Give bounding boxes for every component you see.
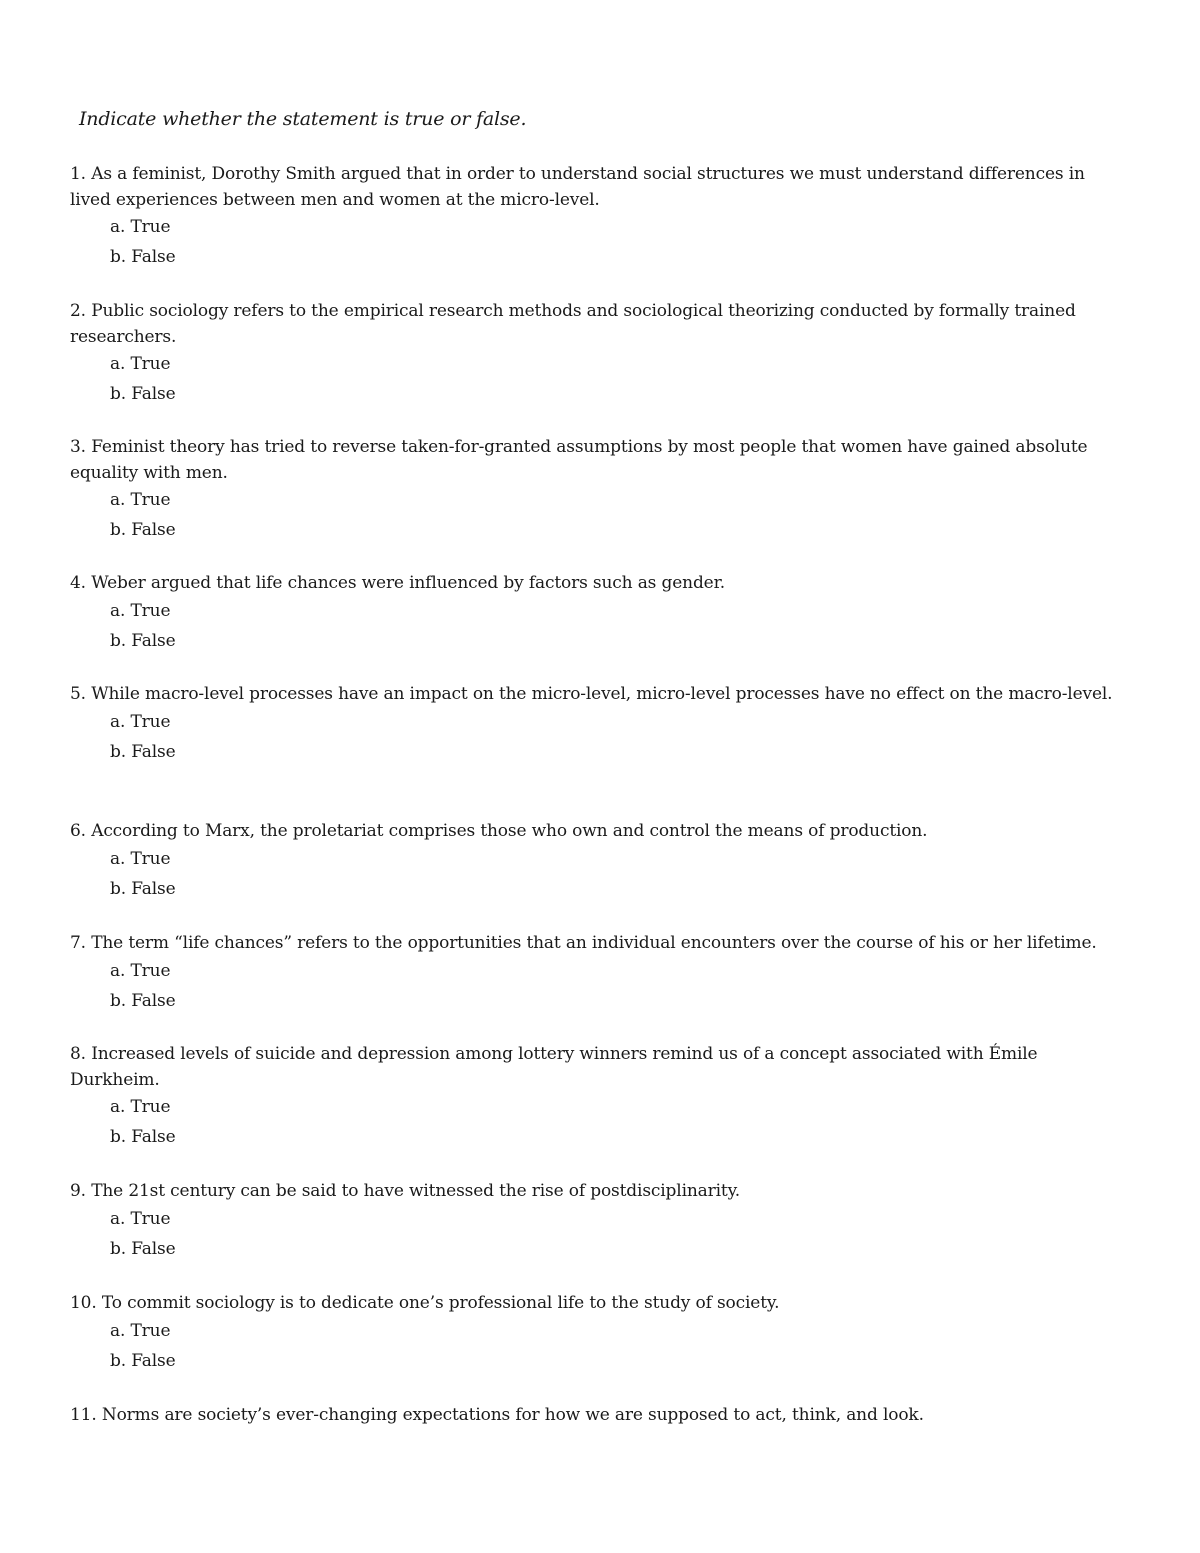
option-false: b. False [110, 384, 176, 404]
question-stem [70, 682, 1120, 708]
option-true: a. True [110, 711, 171, 732]
question-stem [70, 819, 1120, 845]
question-text: According to Marx, the proletariat comprises those who own and control the means of production. [91, 821, 928, 841]
option-false: b. False [110, 1350, 176, 1371]
option-true: a. True [110, 1208, 171, 1229]
question-stem [70, 1179, 1120, 1205]
question-2 [70, 299, 1120, 410]
option-false: b. False [110, 630, 176, 651]
option-false: b. False [110, 1238, 176, 1259]
question-8 [70, 1042, 1120, 1153]
question-number: 1. [70, 164, 86, 184]
question-stem [70, 162, 1120, 213]
question-text: Feminist theory has tried to reverse taken-for-granted assumptions by most people that women have gained absolute equality with men. [70, 437, 1088, 483]
question-10 [70, 1291, 1120, 1377]
option-true: a. True [110, 490, 171, 510]
question-text: The term “life chances” refers to the opportunities that an individual encounters over the course of his or her lifetime. [91, 933, 1097, 953]
question-number: 10. [70, 1293, 97, 1313]
question-stem [70, 299, 1120, 350]
question-number: 4. [70, 573, 86, 593]
question-number: 2. [70, 301, 86, 321]
option-false: b. False [110, 878, 176, 899]
option-true: a. True [110, 960, 171, 981]
question-5 [70, 682, 1120, 768]
question-stem [70, 931, 1120, 957]
option-false: b. False [110, 990, 176, 1011]
option-true: a. True [110, 1320, 171, 1341]
question-3 [70, 435, 1120, 546]
question-9 [70, 1179, 1120, 1265]
option-false: b. False [110, 741, 176, 762]
instructions: Indicate whether the statement is true or false. [79, 108, 527, 130]
option-true: a. True [110, 848, 171, 869]
question-number: 6. [70, 821, 86, 841]
question-number: 11. [70, 1405, 97, 1425]
question-number: 8. [70, 1044, 86, 1064]
question-stem [70, 1042, 1120, 1093]
question-number: 7. [70, 933, 86, 953]
option-true: a. True [110, 600, 171, 621]
question-4 [70, 571, 1120, 657]
question-text: The 21st century can be said to have witnessed the rise of postdisciplinarity. [91, 1181, 741, 1201]
question-stem [70, 1403, 1120, 1429]
question-7 [70, 931, 1120, 1017]
question-text: While macro-level processes have an impact on the micro-level, micro-level processes have no effect on the macro-level. [91, 684, 1113, 704]
question-6 [70, 819, 1120, 905]
question-text: As a feminist, Dorothy Smith argued that in order to understand social structures we must understand differences in lived experiences between men and women at the micro-level. [70, 164, 1085, 210]
option-true: a. True [110, 1097, 171, 1117]
question-stem [70, 1291, 1120, 1317]
question-stem [70, 571, 1120, 597]
option-true: a. True [110, 217, 171, 237]
question-number: 9. [70, 1181, 86, 1201]
option-false: b. False [110, 1127, 176, 1147]
question-1 [70, 162, 1120, 273]
option-true: a. True [110, 354, 171, 374]
question-stem [70, 435, 1120, 486]
question-text: Public sociology refers to the empirical research methods and sociological theorizing conducted by formally trained researchers. [70, 301, 1076, 347]
question-11 [70, 1403, 1120, 1429]
question-text: Weber argued that life chances were influenced by factors such as gender. [91, 573, 725, 593]
question-number: 3. [70, 437, 86, 457]
question-text: Norms are society’s ever-changing expectations for how we are supposed to act, think, and look. [101, 1405, 924, 1425]
question-text: To commit sociology is to dedicate one’s professional life to the study of society. [101, 1293, 780, 1313]
question-text: Increased levels of suicide and depression among lottery winners remind us of a concept associated with Émile Durkheim. [70, 1044, 1038, 1090]
question-number: 5. [70, 684, 86, 704]
option-false: b. False [110, 247, 176, 267]
option-false: b. False [110, 520, 176, 540]
